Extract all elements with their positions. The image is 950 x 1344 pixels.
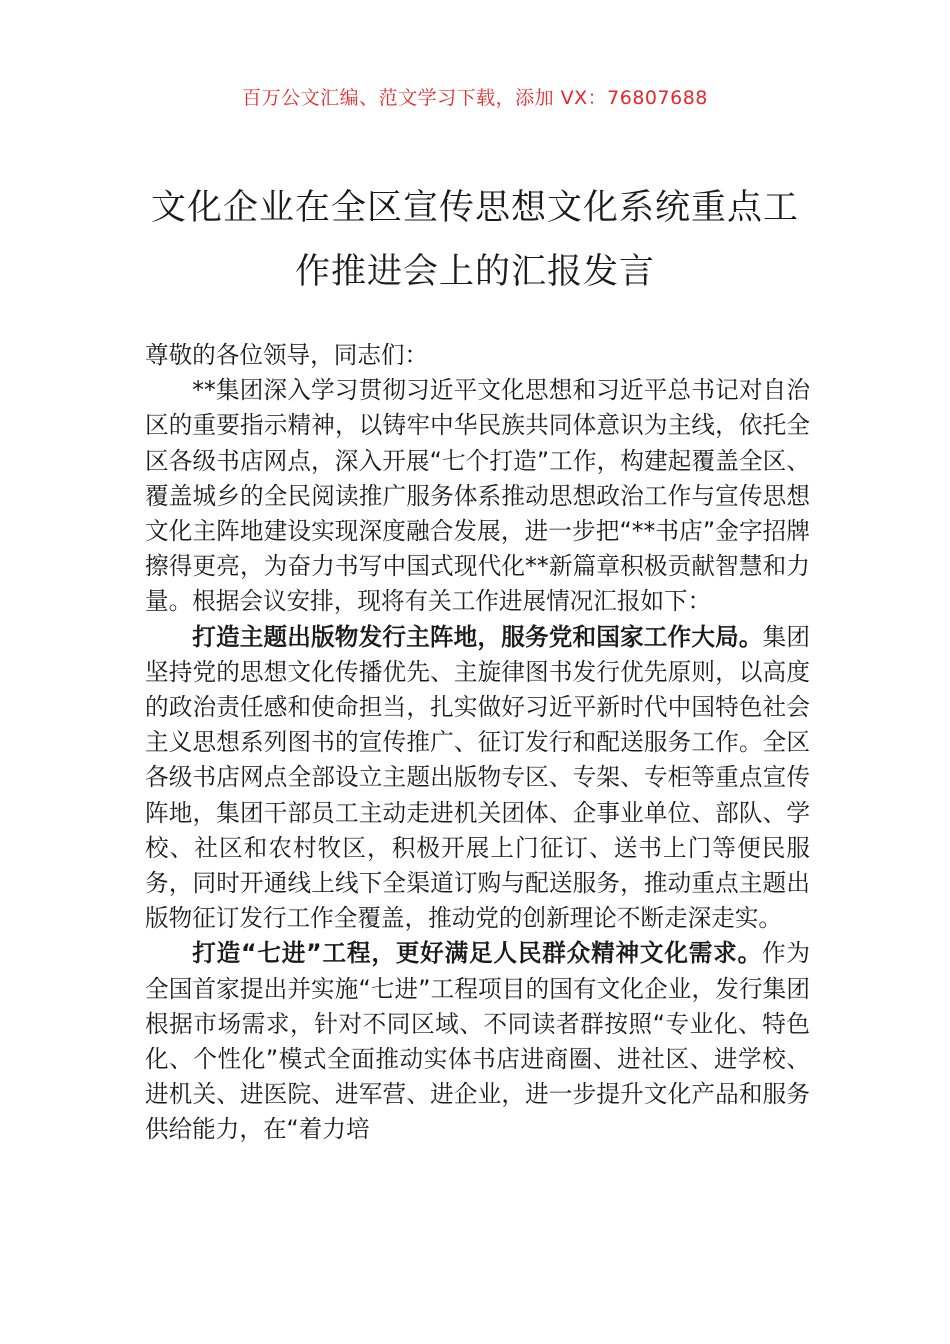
paragraph-section-1: [145, 620, 810, 937]
paragraph-intro: [145, 373, 810, 619]
paragraph-section-2: [145, 936, 810, 1147]
paragraph-heading: 打造“七进”工程，更好满足人民群众精神文化需求。: [192, 939, 762, 968]
paragraph-text: **集团深入学习贯彻习近平文化思想和习近平总书记对自治区的重要指示精神，以铸牢中华民族共同体意识为主线，依托全区各级书店网点，深入开展“七个打造”工作，构建起覆盖全区、覆盖城乡的全民阅读推广服务体系推动思想政治工作与宣传思想文化主阵地建设实现深度融合发展，进一步把“**书店”金字招牌擦得更亮，为奋力书写中国式现代化**新篇章积极贡献智慧和力量。根据会议安排，现将有关工作进展情况汇报如下：: [145, 376, 810, 616]
paragraph-heading: 打造主题出版物发行主阵地，服务党和国家工作大局。: [192, 622, 763, 651]
watermark-banner: 百万公文汇编、范文学习下载，添加 VX：76807688: [242, 87, 708, 109]
document-body: [145, 338, 810, 1148]
document-title: [120, 176, 830, 304]
title-line-1: 文化企业在全区宣传思想文化系统重点工: [150, 188, 799, 228]
paragraph-text: 集团坚持党的思想文化传播优先、主旋律图书发行优先原则，以高度的政治责任感和使命担当，扎实做好习近平新时代中国特色社会主义思想系列图书的宣传推广、征订发行和配送服务工作。全区各级书店网点全部设立主题出版物专区、专架、专柜等重点宣传阵地，集团干部员工主动走进机关团体、企事业单位、部队、学校、社区和农村牧区，积极开展上门征订、送书上门等便民服务，同时开通线上线下全渠道订购与配送服务，推动重点主题出版物征订发行工作全覆盖，推动党的创新理论不断走深走实。: [145, 622, 811, 933]
paragraph-text: 作为全国首家提出并实施“七进”工程项目的国有文化企业，发行集团根据市场需求，针对不同区域、不同读者群按照“专业化、特色化、个性化”模式全面推动实体书店进商圈、进社区、进学校、进机关、进医院、进军营、进企业，进一步提升文化产品和服务供给能力，在“着力培: [145, 939, 811, 1144]
title-line-2: 作推进会上的汇报发言: [294, 252, 655, 292]
salutation: 尊敬的各位领导，同志们：: [145, 341, 429, 369]
